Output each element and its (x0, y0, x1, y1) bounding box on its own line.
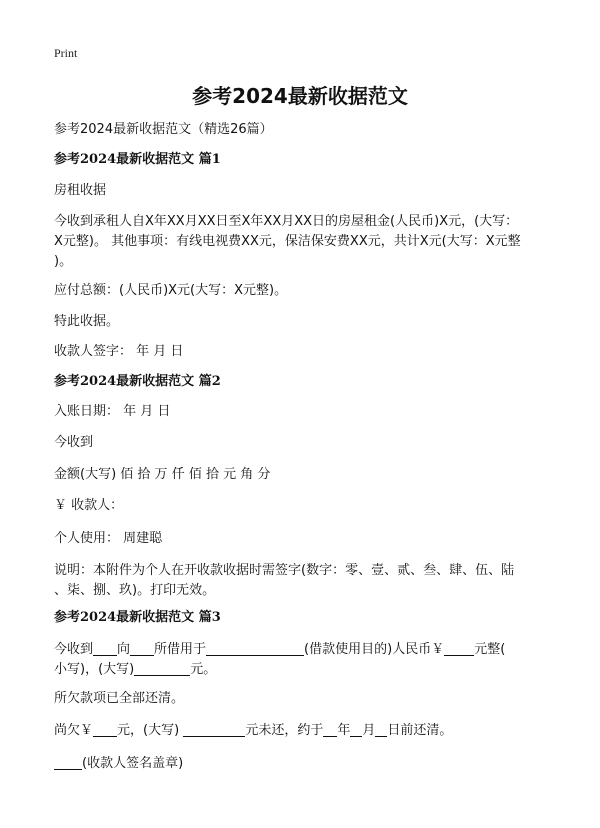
section-heading-3: 参考2024最新收据范文 篇3 (54, 610, 221, 625)
text-fragment: 年 (337, 723, 351, 738)
section-heading-2: 参考2024最新收据范文 篇2 (54, 374, 221, 389)
fill-blank (134, 661, 190, 676)
text-fragment: (收款人签名盖章) (82, 756, 184, 771)
paragraph: 所欠款项已全部还清。 (54, 691, 185, 706)
paragraph: 今收到 (54, 435, 94, 450)
text-fragment: 所借用于 (154, 642, 207, 657)
paragraph-line (54, 658, 554, 682)
paragraph-line: 说明：本附件为个人在开收款收据时需签字(数字：零、壹、贰、叁、肆、伍、陆 (54, 563, 515, 578)
text-fragment: 元，(大写) (117, 723, 180, 738)
print-label: Print (54, 46, 78, 60)
fill-blank (206, 641, 304, 656)
paragraph-line: X元整)。 其他事项：有线电视费XX元，保洁保安费XX元，共计X元(大写：X元整 (54, 234, 521, 249)
fill-blank (323, 722, 337, 737)
text-fragment: 今收到 (54, 642, 94, 657)
paragraph-line (54, 719, 554, 743)
text-fragment: 元整( (474, 642, 506, 657)
page-title: 参考2024最新收据范文 (192, 84, 408, 108)
text-fragment: (借款使用目的)人民币￥ (304, 642, 445, 657)
text-fragment: 向 (117, 642, 131, 657)
paragraph: ￥ 收款人： (54, 498, 124, 513)
fill-blank (93, 722, 117, 737)
paragraph: 金额(大写) 佰 拾 万 仟 佰 拾 元 角 分 (54, 467, 271, 482)
text-fragment: 尚欠￥ (54, 723, 94, 738)
text-fragment: 小写)，(大写) (54, 662, 135, 677)
text-fragment: 日前还清。 (387, 723, 453, 738)
fill-blank (350, 722, 362, 737)
paragraph: 入账日期： 年 月 日 (54, 404, 171, 419)
section-heading-1: 参考2024最新收据范文 篇1 (54, 152, 221, 167)
text-fragment: 月 (362, 723, 376, 738)
paragraph-line: 、柒、捌、玖)。打印无效。 (54, 583, 216, 598)
paragraph-line: 今收到承租人自X年XX月XX日至X年XX月XX日的房屋租金(人民币)X元，(大写： (54, 214, 519, 229)
paragraph: 房租收据 (54, 183, 107, 198)
fill-blank (375, 722, 387, 737)
fill-blank (54, 755, 82, 770)
paragraph: 应付总额：(人民币)X元(大写：X元整)。 (54, 283, 288, 298)
fill-blank (130, 641, 154, 656)
fill-blank (444, 641, 474, 656)
text-fragment: 元。 (190, 662, 217, 677)
paragraph-line (54, 752, 554, 776)
paragraph: 个人使用： 周建聪 (54, 531, 163, 546)
fill-blank (183, 722, 245, 737)
fill-blank (93, 641, 117, 656)
document-subtitle: 参考2024最新收据范文（精选26篇） (54, 122, 273, 137)
paragraph: 收款人签字： 年 月 日 (54, 344, 184, 359)
paragraph: 特此收据。 (54, 314, 120, 329)
paragraph-line: )。 (54, 254, 73, 269)
text-fragment: 元未还，约于 (245, 723, 324, 738)
